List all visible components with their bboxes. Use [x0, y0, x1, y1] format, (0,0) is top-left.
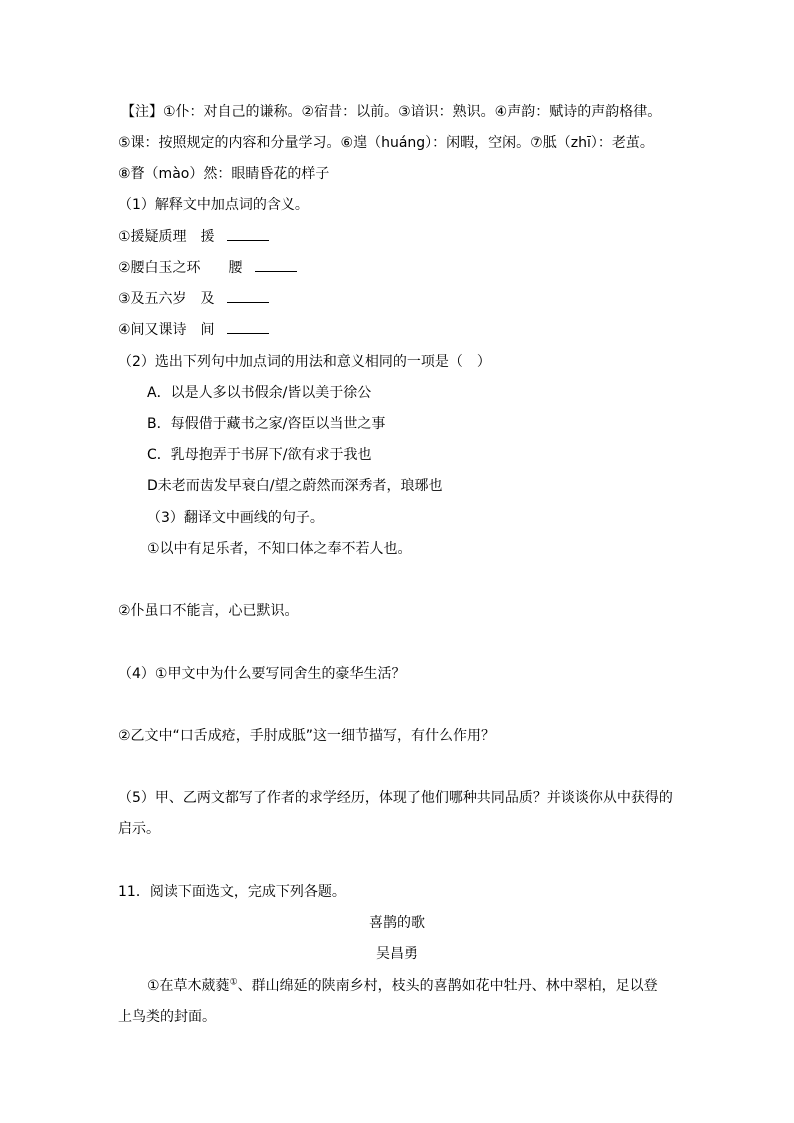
paragraph-text: ①在草木葳蕤 — [147, 978, 230, 994]
passage-author: 吴昌勇 — [376, 946, 418, 962]
q1-item-text: ③及五六岁 及 — [118, 291, 215, 307]
q2-prompt: （2）选出下列句中加点词的用法和意义相同的一项是（ ） — [118, 354, 491, 370]
q4-part-2: ②乙文中“口舌成疮，手肘成胝”这一细节描写，有什么作用？ — [118, 728, 496, 744]
passage-paragraph-1-cont: 上鸟类的封面。 — [118, 1009, 216, 1025]
answer-blank[interactable] — [227, 228, 269, 241]
q2-option-b: B．每假借于藏书之家/咨臣以当世之事 — [147, 416, 386, 432]
q1-item-2 — [118, 259, 297, 277]
answer-blank[interactable] — [255, 259, 297, 272]
q3-prompt: （3）翻译文中画线的句子。 — [147, 510, 324, 526]
q1-item-text: ②腰白玉之环 腰 — [118, 260, 243, 276]
q3-sentence-2: ②仆虽口不能言，心已默识。 — [118, 603, 299, 619]
q5-line-1: （5）甲、乙两文都写了作者的求学经历，体现了他们哪种共同品质？并谈谈你从中获得的 — [118, 790, 673, 806]
q1-prompt: （1）解释文中加点词的含义。 — [118, 197, 309, 213]
passage-title: 喜鹊的歌 — [369, 915, 425, 931]
q1-item-text: ①援疑质理 援 — [118, 229, 215, 245]
q2-option-c: C．乳母抱弄于书屏下/欲有求于我也 — [147, 447, 372, 463]
q3-sentence-1: ①以中有足乐者，不知口体之奉不若人也。 — [147, 541, 412, 557]
paragraph-text: 、群山绵延的陕南乡村，枝头的喜鹊如花中牡丹、林中翠柏，足以登 — [237, 978, 658, 994]
note-line-1: 【注】①仆：对自己的谦称。②宿昔：以前。③谙识：熟识。④声韵：赋诗的声韵格律。 — [121, 104, 662, 120]
q5-line-2: 启示。 — [118, 821, 160, 837]
q1-item-4 — [118, 321, 269, 339]
note-line-2: ⑤课：按照规定的内容和分量学习。⑥遑（huáng）：闲暇，空闲。⑦胝（zhī）：老茧。 — [118, 135, 654, 151]
passage-paragraph-1 — [147, 977, 658, 995]
note-line-3: ⑧瞀（mào）然：眼睛昏花的样子 — [118, 166, 330, 182]
q2-option-d: D未老而齿发早衰白/望之蔚然而深秀者，琅琊也 — [147, 478, 443, 494]
q1-item-3 — [118, 290, 269, 308]
answer-blank[interactable] — [227, 321, 269, 334]
q11-prompt: 11．阅读下面选文，完成下列各题。 — [118, 884, 346, 900]
footnote-marker: ① — [229, 977, 238, 988]
answer-blank[interactable] — [227, 290, 269, 303]
q1-item-text: ④间又课诗 间 — [118, 322, 215, 338]
q4-part-1: （4）①甲文中为什么要写同舍生的豪华生活？ — [118, 666, 406, 682]
q2-option-a: A．以是人多以书假余/皆以美于徐公 — [147, 385, 372, 401]
q1-item-1 — [118, 228, 269, 246]
